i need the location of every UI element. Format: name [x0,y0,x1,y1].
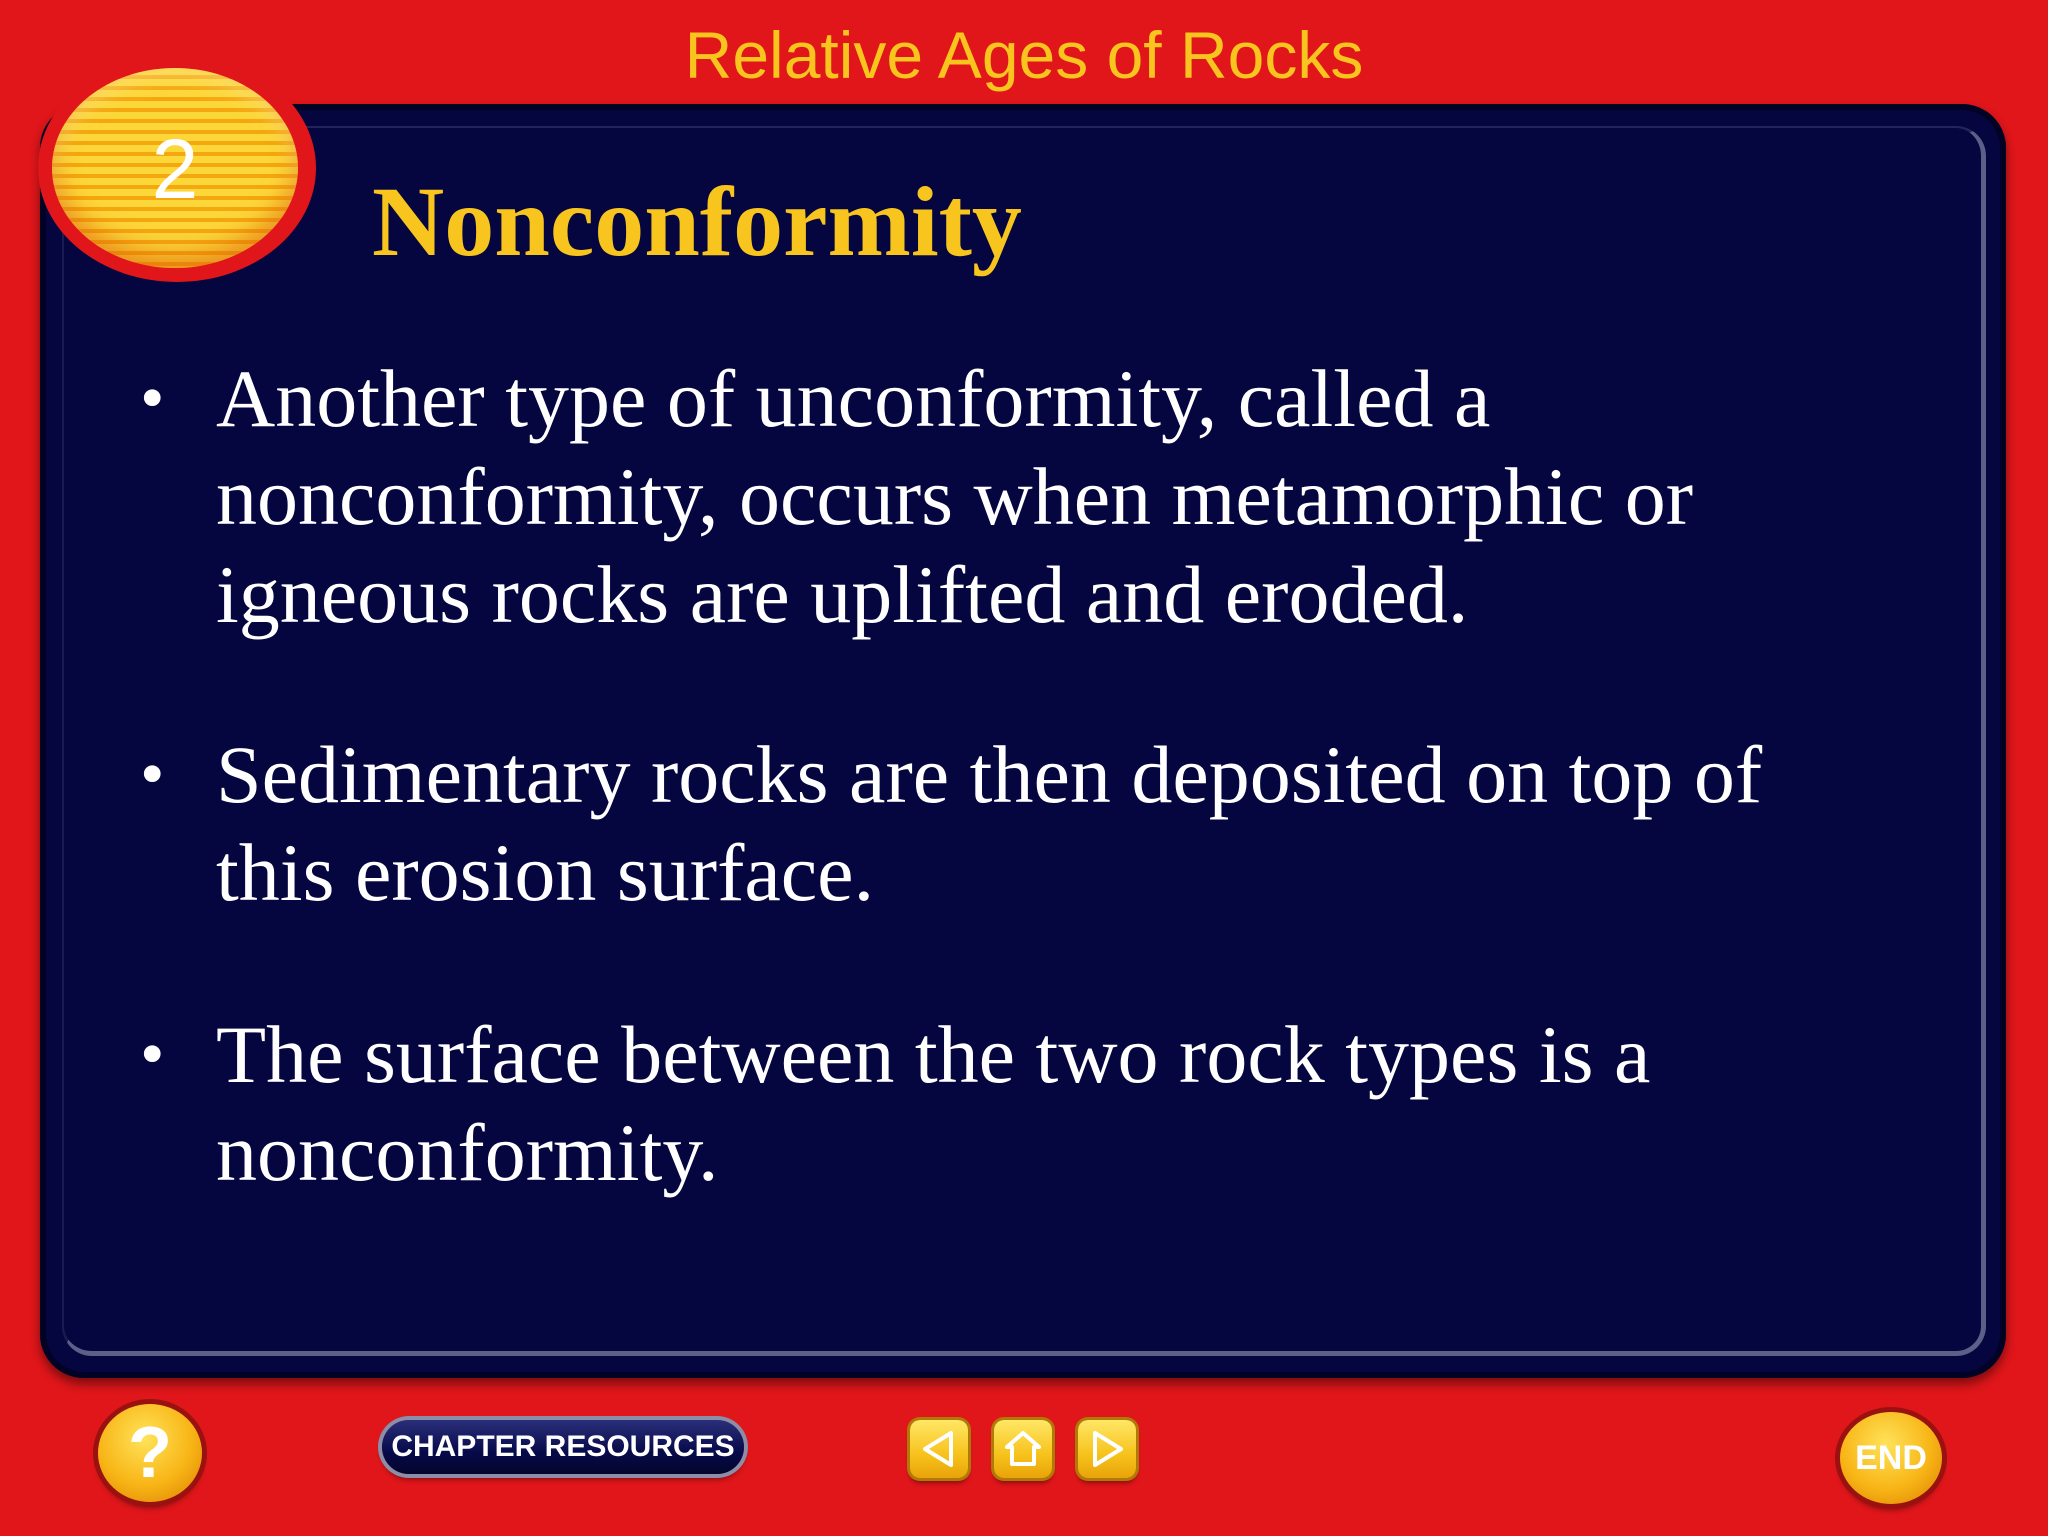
section-number: 2 [151,122,199,216]
arrow-left-icon [919,1429,959,1469]
slide-heading: Nonconformity [372,166,1022,277]
section-badge-disc [52,68,298,268]
bullet-marker: • [140,360,165,437]
end-button[interactable]: END [1840,1412,1942,1504]
bullet-text: Sedimentary rocks are then deposited on top of this erosion surface. [216,729,1763,918]
slide-title-bar: Relative Ages of Rocks [684,18,1364,92]
home-button[interactable] [994,1420,1052,1478]
arrow-right-icon [1087,1429,1127,1469]
home-icon [1003,1429,1043,1469]
next-button[interactable] [1078,1420,1136,1478]
bullet-text: Another type of unconformity, called a nonconformity, occurs when metamorphic or igneous rocks are uplifted and eroded. [216,353,1694,640]
chapter-resources-button[interactable]: CHAPTER RESOURCES [382,1420,744,1474]
bullet-text: The surface between the two rock types is a nonconformity. [216,1009,1651,1198]
help-button[interactable]: ? [98,1404,202,1502]
section-badge [38,54,316,282]
bullet-marker: • [140,736,165,813]
bullet-marker: • [140,1016,165,1093]
previous-button[interactable] [910,1420,968,1478]
